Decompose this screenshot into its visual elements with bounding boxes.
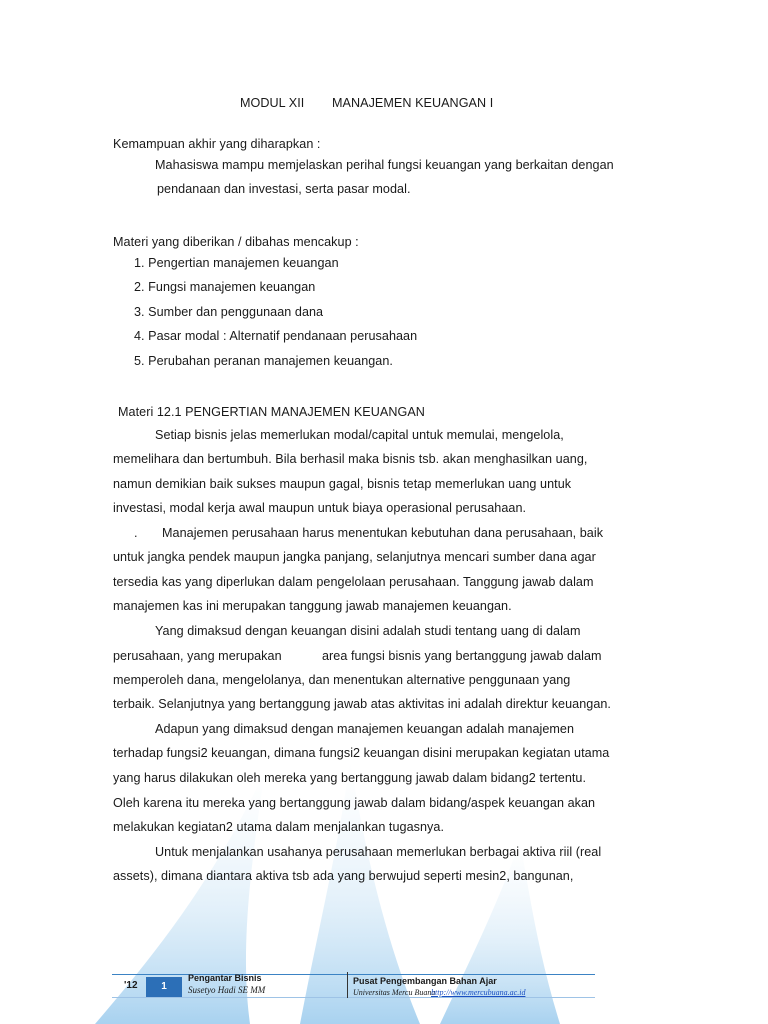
materials-list-item: 3. Sumber dan penggunaan dana xyxy=(134,305,324,319)
paragraph-line: Setiap bisnis jelas memerlukan modal/capital untuk memulai, mengelola, xyxy=(155,428,564,442)
footer-university: Universitas Mercu Buana xyxy=(353,988,436,997)
paragraph-line: Adapun yang dimaksud dengan manajemen keuangan adalah manajemen xyxy=(155,722,575,736)
footer-page-number: 1 xyxy=(146,977,182,997)
footer-module-number: '12 xyxy=(124,980,138,991)
footer-course-name: Pengantar Bisnis xyxy=(188,973,262,983)
materials-heading: Materi yang diberikan / dibahas mencakup : xyxy=(113,235,359,249)
objective-line: Mahasiswa mampu memjelaskan perihal fungsi keuangan yang berkaitan dengan xyxy=(155,158,614,172)
paragraph-line: perusahaan, yang merupakan xyxy=(113,649,282,663)
module-title: MANAJEMEN KEUANGAN I xyxy=(332,96,494,110)
module-label: MODUL XII xyxy=(240,96,305,110)
section-heading: Materi 12.1 PENGERTIAN MANAJEMEN KEUANGAN xyxy=(118,405,425,419)
paragraph-line: terhadap fungsi2 keuangan, dimana fungsi2 keuangan disini merupakan kegiatan utama xyxy=(113,746,610,760)
footer-author: Susetyo Hadi SE MM xyxy=(188,985,266,995)
materials-list-item: 5. Perubahan peranan manajemen keuangan. xyxy=(134,354,393,368)
objective-heading: Kemampuan akhir yang diharapkan : xyxy=(113,137,321,151)
objective-line: pendanaan dan investasi, serta pasar modal. xyxy=(157,182,411,196)
paragraph-line: memelihara dan bertumbuh. Bila berhasil maka bisnis tsb. akan menghasilkan uang, xyxy=(113,452,588,466)
paragraph-line: Oleh karena itu mereka yang bertanggung jawab dalam bidang/aspek keuangan akan xyxy=(113,796,596,810)
materials-list-item: 1. Pengertian manajemen keuangan xyxy=(134,256,339,270)
footer-center-name: Pusat Pengembangan Bahan Ajar xyxy=(353,976,497,986)
paragraph-line: investasi, modal kerja awal maupun untuk biaya operasional perusahaan. xyxy=(113,501,527,515)
paragraph-line: manajemen kas ini merupakan tanggung jawab manajemen keuangan. xyxy=(113,599,512,613)
paragraph-line: untuk jangka pendek maupun jangka panjang, selanjutnya mencari sumber dana agar xyxy=(113,550,596,564)
paragraph-line: melakukan kegiatan2 utama dalam menjalankan tugasnya. xyxy=(113,820,444,834)
paragraph-line: Untuk menjalankan usahanya perusahaan memerlukan berbagai aktiva riil (real xyxy=(155,845,602,859)
paragraph-line: Yang dimaksud dengan keuangan disini adalah studi tentang uang di dalam xyxy=(155,624,581,638)
paragraph-line: Manajemen perusahaan harus menentukan kebutuhan dana perusahaan, baik xyxy=(162,526,604,540)
materials-list-item: 2. Fungsi manajemen keuangan xyxy=(134,280,316,294)
materials-list-item: 4. Pasar modal : Alternatif pendanaan perusahaan xyxy=(134,329,418,343)
footer-website-link[interactable]: http://www.mercubuana.ac.id xyxy=(431,988,526,997)
paragraph-line: namun demikian baik sukses maupun gagal, bisnis tetap memerlukan uang untuk xyxy=(113,477,572,491)
paragraph-line: terbaik. Selanjutnya yang bertanggung jawab atas aktivitas ini adalah direktur keuangan. xyxy=(113,697,611,711)
paragraph-line: area fungsi bisnis yang bertanggung jawab dalam xyxy=(322,649,602,663)
stray-period: . xyxy=(134,526,138,540)
paragraph-line: assets), dimana diantara aktiva tsb ada yang berwujud seperti mesin2, bangunan, xyxy=(113,869,574,883)
paragraph-line: memperoleh dana, mengelolanya, dan menentukan alternative penggunaan yang xyxy=(113,673,571,687)
paragraph-line: yang harus dilakukan oleh mereka yang bertanggung jawab dalam bidang2 tertentu. xyxy=(113,771,587,785)
paragraph-line: tersedia kas yang diperlukan dalam pengelolaan perusahaan. Tanggung jawab dalam xyxy=(113,575,594,589)
